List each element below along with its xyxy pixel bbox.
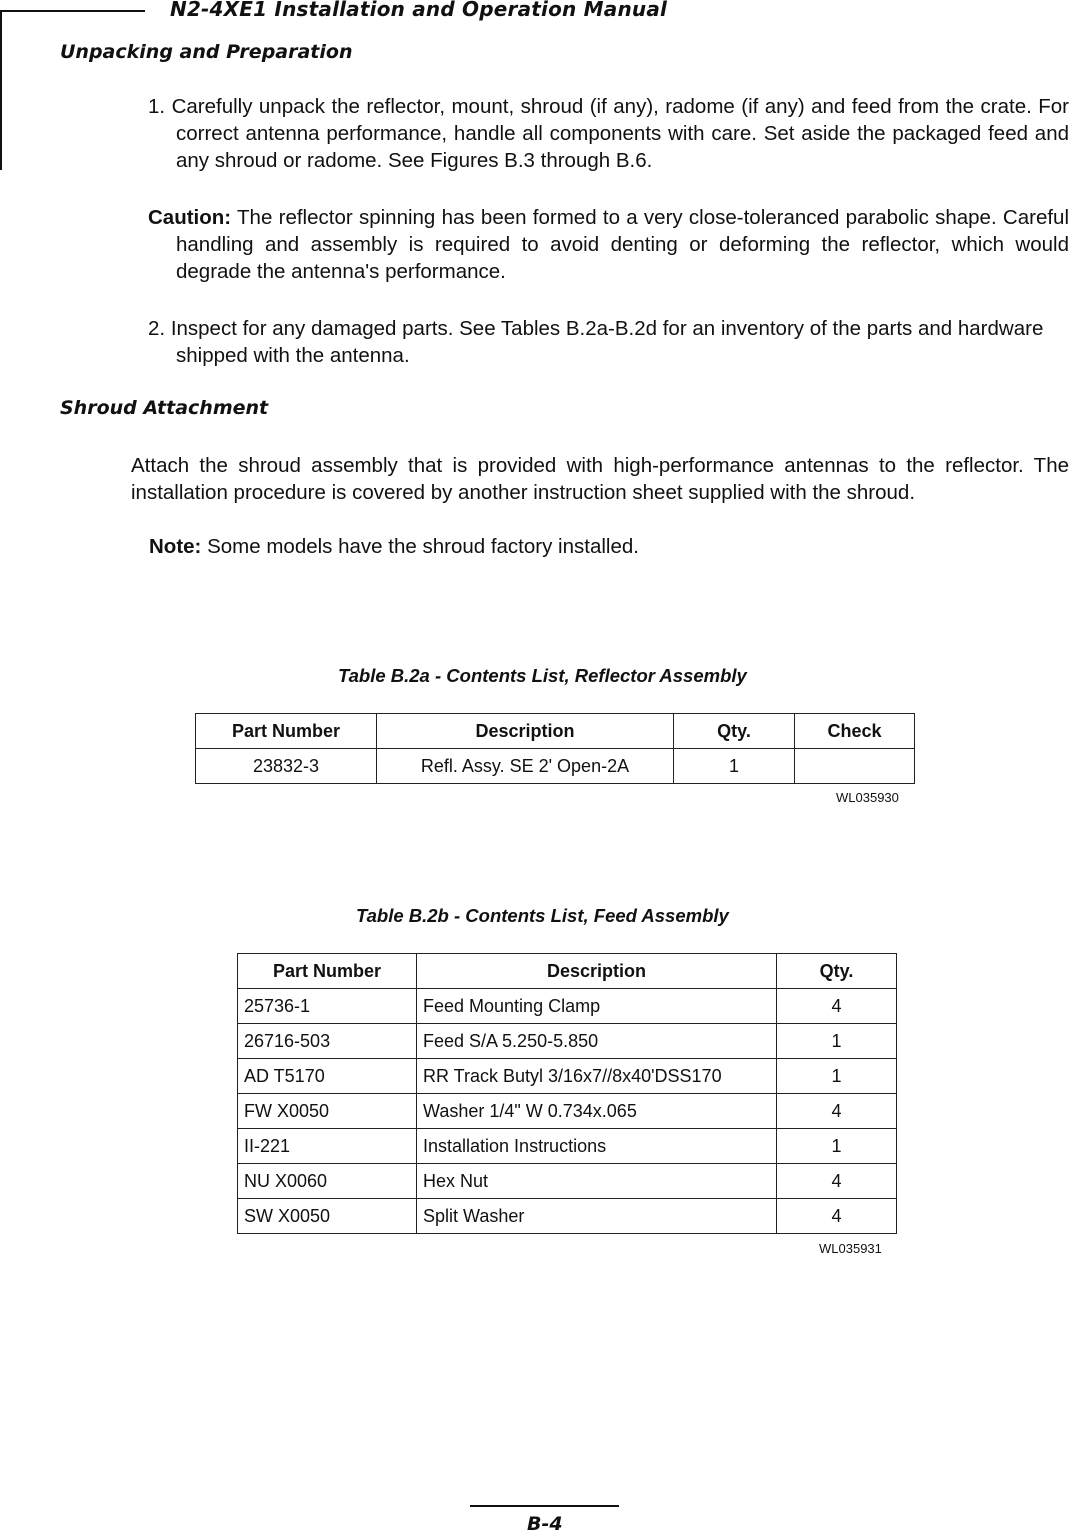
step-1-text: Carefully unpack the reflector, mount, shroud (if any), radome (if any) and feed from the crate. For correct antenna performance, handle all components with care. Set aside the packaged feed and any shroud or radome. See Figures B.3 through B.6. bbox=[171, 95, 1069, 172]
table-cell: 23832-3 bbox=[196, 749, 377, 784]
table-cell: 26716-503 bbox=[238, 1024, 417, 1059]
table-cell: 4 bbox=[777, 1199, 897, 1234]
shroud-text: Attach the shroud assembly that is provided with high-performance antennas to the reflector. The installation procedure is covered by another instruction sheet supplied with the shroud. bbox=[131, 454, 1069, 504]
table-cell: FW X0050 bbox=[238, 1094, 417, 1129]
footer-rule bbox=[470, 1505, 619, 1507]
table-cell: NU X0060 bbox=[238, 1164, 417, 1199]
table-cell: 4 bbox=[777, 989, 897, 1024]
table-a-title: Table B.2a - Contents List, Reflector Assembly bbox=[338, 665, 747, 686]
caution-text: The reflector spinning has been formed to a very close-toleranced parabolic shape. Careful handling and assembly is required to avoid denting or deforming the reflector, which would degrade the antenna's performance. bbox=[176, 206, 1069, 283]
table-cell: Split Washer bbox=[417, 1199, 777, 1234]
header-rule-left bbox=[0, 10, 2, 170]
table-row bbox=[238, 1164, 897, 1199]
table-a-header: Check bbox=[795, 714, 915, 749]
step-2 bbox=[148, 315, 1069, 369]
step-1-number: 1. bbox=[148, 95, 166, 118]
step-1 bbox=[148, 93, 1069, 174]
step-2-text: Inspect for any damaged parts. See Tables B.2a-B.2d for an inventory of the parts and hardware shipped with the antenna. bbox=[170, 317, 1044, 367]
check-cell bbox=[795, 749, 915, 784]
table-cell: 4 bbox=[777, 1094, 897, 1129]
table-row bbox=[196, 749, 915, 784]
table-cell: Feed S/A 5.250-5.850 bbox=[417, 1024, 777, 1059]
step-2-number: 2. bbox=[148, 317, 166, 340]
table-row bbox=[238, 1094, 897, 1129]
table-row bbox=[238, 1129, 897, 1164]
table-cell: Feed Mounting Clamp bbox=[417, 989, 777, 1024]
table-a-header: Part Number bbox=[196, 714, 377, 749]
table-cell: AD T5170 bbox=[238, 1059, 417, 1094]
table-row bbox=[238, 1024, 897, 1059]
page-number: B-4 bbox=[527, 1513, 563, 1535]
note-text: Some models have the shroud factory installed. bbox=[207, 535, 639, 558]
table-row bbox=[238, 1199, 897, 1234]
table-cell: 4 bbox=[777, 1164, 897, 1199]
table-cell: Installation Instructions bbox=[417, 1129, 777, 1164]
table-cell: 25736-1 bbox=[238, 989, 417, 1024]
table-a-code: WL035930 bbox=[836, 790, 899, 805]
unpacking-heading: Unpacking and Preparation bbox=[60, 41, 353, 63]
table-cell: II-221 bbox=[238, 1129, 417, 1164]
table-row bbox=[238, 1059, 897, 1094]
table-row bbox=[238, 989, 897, 1024]
table-b-header: Part Number bbox=[238, 954, 417, 989]
table-a-header-row bbox=[196, 714, 915, 749]
table-cell: SW X0050 bbox=[238, 1199, 417, 1234]
table-cell: 1 bbox=[777, 1059, 897, 1094]
header-rule-top bbox=[0, 10, 145, 12]
table-b-code: WL035931 bbox=[819, 1241, 882, 1256]
caution-paragraph bbox=[148, 204, 1069, 285]
table-cell: 1 bbox=[777, 1024, 897, 1059]
table-cell: 1 bbox=[777, 1129, 897, 1164]
caution-label: Caution: bbox=[148, 206, 232, 229]
table-b-header: Qty. bbox=[777, 954, 897, 989]
manual-title: N2-4XE1 Installation and Operation Manual bbox=[170, 0, 668, 21]
table-cell: Refl. Assy. SE 2' Open-2A bbox=[377, 749, 674, 784]
table-b-header: Description bbox=[417, 954, 777, 989]
table-a bbox=[195, 713, 915, 784]
table-b-title: Table B.2b - Contents List, Feed Assembly bbox=[356, 905, 729, 926]
table-cell: 1 bbox=[674, 749, 795, 784]
note-paragraph bbox=[149, 533, 639, 560]
note-label: Note: bbox=[149, 535, 202, 558]
table-b-header-row bbox=[238, 954, 897, 989]
table-b bbox=[237, 953, 897, 1234]
table-cell: RR Track Butyl 3/16x7//8x40'DSS170 bbox=[417, 1059, 777, 1094]
table-cell: Hex Nut bbox=[417, 1164, 777, 1199]
table-a-header: Description bbox=[377, 714, 674, 749]
shroud-heading: Shroud Attachment bbox=[60, 397, 269, 419]
table-a-header: Qty. bbox=[674, 714, 795, 749]
table-cell: Washer 1/4" W 0.734x.065 bbox=[417, 1094, 777, 1129]
